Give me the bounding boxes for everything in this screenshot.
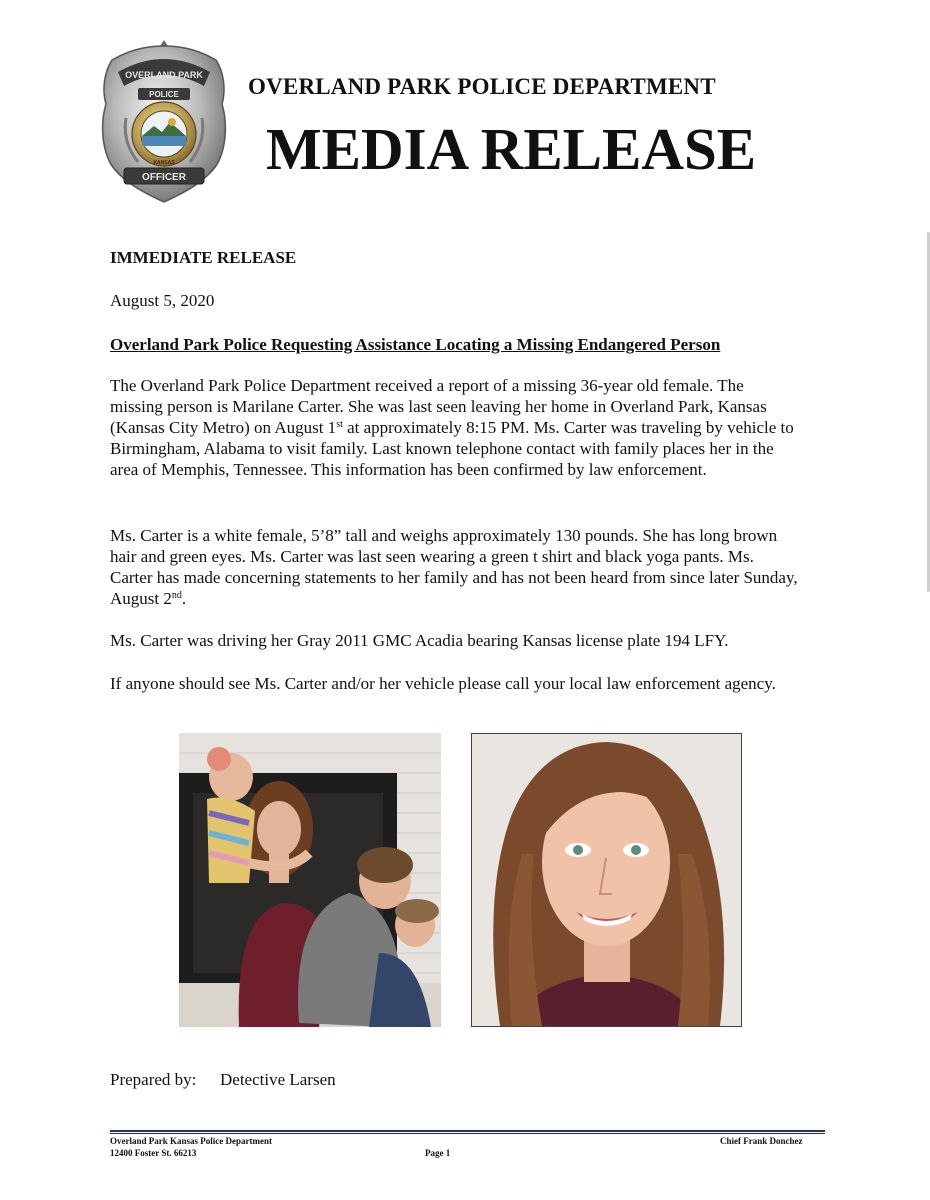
paragraph-description-part-a: Ms. Carter is a white female, 5’8” tall and weighs approximately 130 pounds. She has long brown hair and green eyes. Ms. Carter was last seen wearing a green t shirt and black yoga pants. Ms. Carter has made concerning statements to her family and has not been heard from since later Sunday, August 2	[110, 526, 798, 608]
police-badge-icon	[98, 38, 230, 204]
release-type: IMMEDIATE RELEASE	[110, 248, 297, 267]
release-headline: Overland Park Police Requesting Assistance Locating a Missing Endangered Person	[110, 335, 721, 354]
footer-address: 12400 Foster St. 66213	[110, 1148, 197, 1158]
paragraph-report-part-b: at approximately 8:15 PM. Ms. Carter was traveling by vehicle to Birmingham, Alabama to visit family. Last known telephone contact with family places her in the area of Memphis, Tennessee. This information has been confirmed by law enforcement.	[110, 418, 794, 479]
media-release-title: MEDIA RELEASE	[266, 116, 757, 182]
badge-seal-text: KANSAS	[153, 160, 175, 166]
footer-chief: Chief Frank Donchez	[720, 1136, 803, 1146]
ordinal-suffix-st: st	[336, 419, 343, 430]
release-date: August 5, 2020	[110, 291, 215, 310]
footer-rule	[110, 1130, 825, 1132]
portrait-photo-icon	[472, 734, 741, 1026]
footer-rule-thin	[110, 1133, 825, 1134]
paragraph-report-part-a: The Overland Park Police Department received a report of a missing 36-year old female. The missing person is Marilane Carter. She was last seen leaving her home in Overland Park, Kansas (Kansas City Metro) on August 1	[110, 376, 767, 437]
ordinal-suffix-nd: nd	[171, 590, 182, 601]
family-photo-icon	[179, 733, 441, 1027]
badge-top-text: OVERLAND PARK	[125, 70, 203, 80]
portrait-photo	[471, 733, 742, 1027]
badge-rank-text: POLICE	[149, 90, 179, 99]
prepared-by-name: Detective Larsen	[220, 1070, 336, 1089]
paragraph-report	[110, 375, 800, 480]
prepared-by	[110, 1070, 336, 1090]
paragraph-call-to-action: If anyone should see Ms. Carter and/or her vehicle please call your local law enforcement agency.	[110, 674, 776, 693]
footer-page-number: Page 1	[425, 1148, 451, 1158]
paragraph-description	[110, 525, 800, 609]
family-photo	[179, 733, 441, 1027]
paragraph-description-part-b: .	[181, 589, 187, 608]
badge-bottom-text: OFFICER	[142, 172, 186, 183]
department-name: OVERLAND PARK POLICE DEPARTMENT	[248, 74, 716, 99]
paragraph-vehicle: Ms. Carter was driving her Gray 2011 GMC Acadia bearing Kansas license plate 194 LFY.	[110, 631, 729, 650]
footer-organization: Overland Park Kansas Police Department	[110, 1136, 272, 1146]
prepared-by-label: Prepared by:	[110, 1070, 197, 1089]
